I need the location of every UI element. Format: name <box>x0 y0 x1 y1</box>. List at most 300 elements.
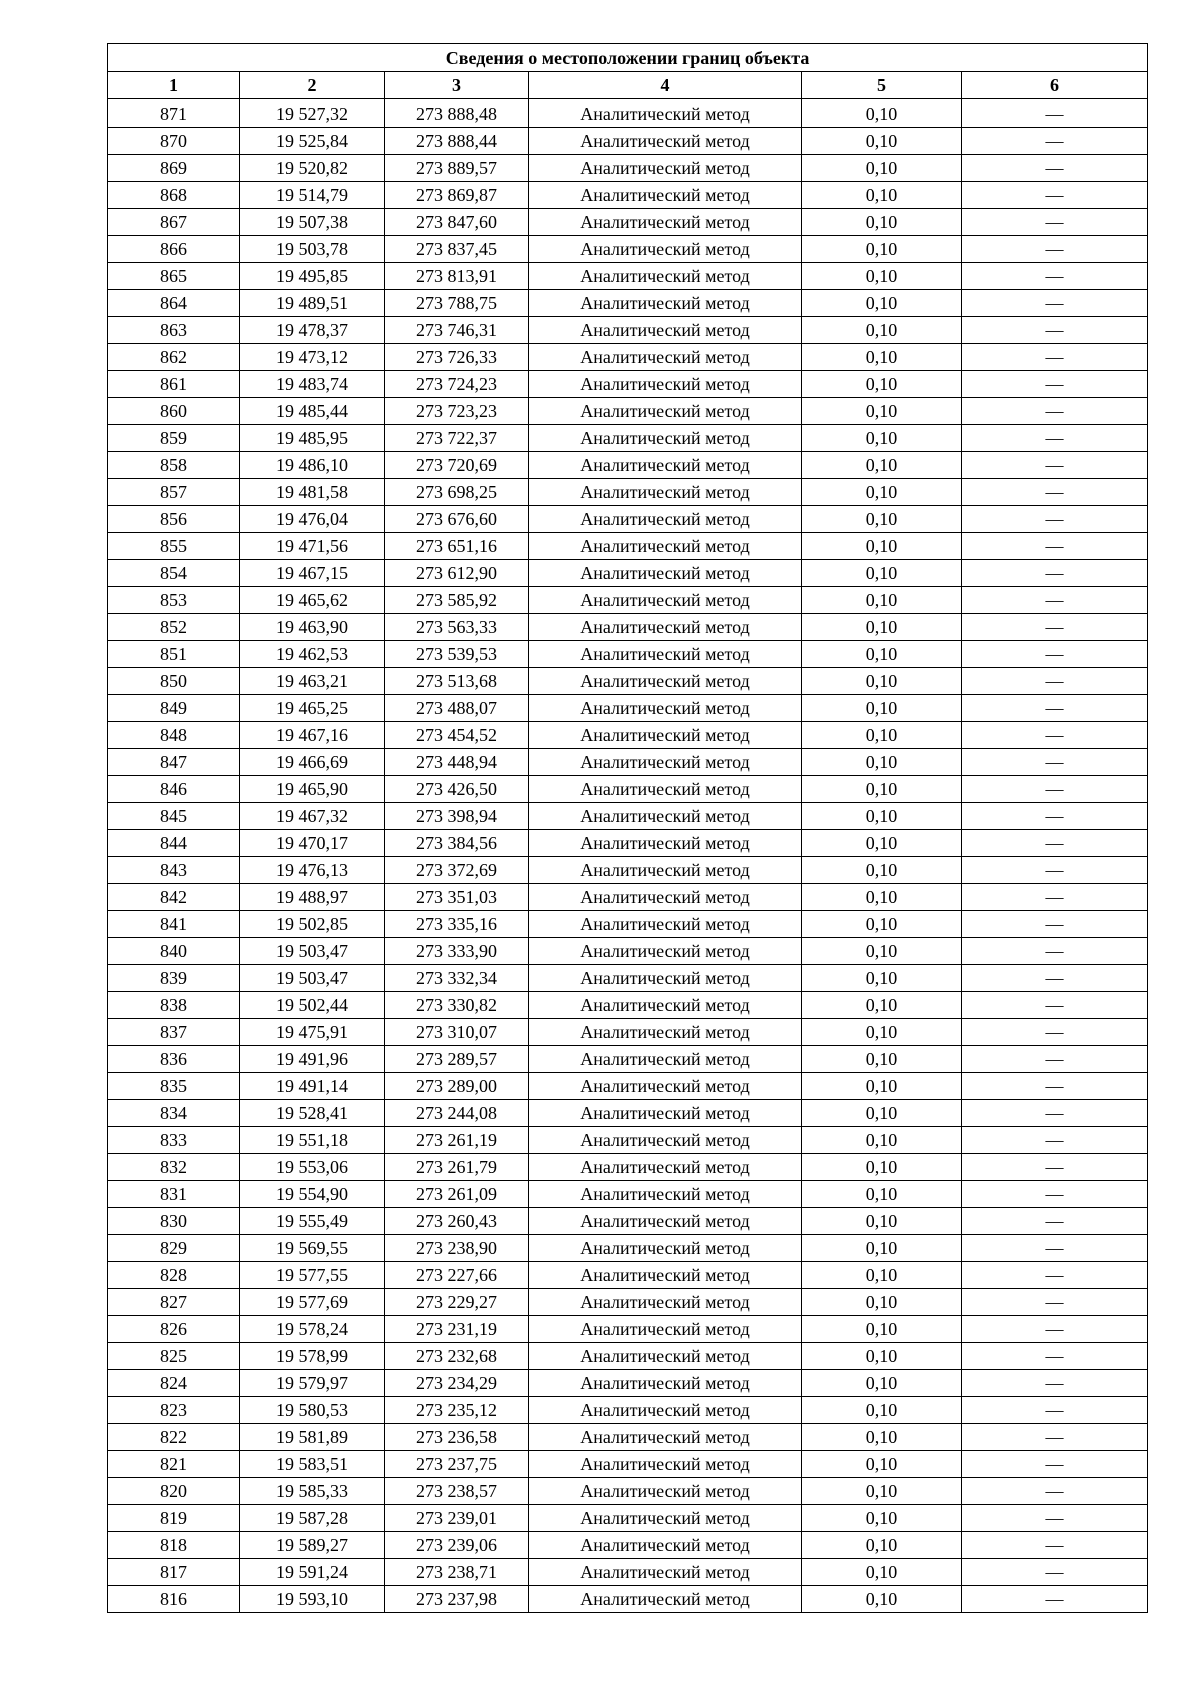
x-coordinate-cell: 19 577,55 <box>240 1261 385 1288</box>
x-coordinate-cell: 19 476,13 <box>240 856 385 883</box>
y-coordinate-cell: 273 238,57 <box>385 1477 529 1504</box>
description-cell: — <box>962 1153 1148 1180</box>
description-cell: — <box>962 370 1148 397</box>
y-coordinate-cell: 273 837,45 <box>385 235 529 262</box>
accuracy-cell: 0,10 <box>802 235 962 262</box>
point-number-cell: 831 <box>108 1180 240 1207</box>
table-row <box>108 721 1148 748</box>
accuracy-cell: 0,10 <box>802 1477 962 1504</box>
y-coordinate-cell: 273 746,31 <box>385 316 529 343</box>
point-number-cell: 838 <box>108 991 240 1018</box>
x-coordinate-cell: 19 593,10 <box>240 1585 385 1612</box>
x-coordinate-cell: 19 465,62 <box>240 586 385 613</box>
y-coordinate-cell: 273 227,66 <box>385 1261 529 1288</box>
y-coordinate-cell: 273 513,68 <box>385 667 529 694</box>
point-number-cell: 837 <box>108 1018 240 1045</box>
x-coordinate-cell: 19 495,85 <box>240 262 385 289</box>
description-cell: — <box>962 316 1148 343</box>
point-number-cell: 820 <box>108 1477 240 1504</box>
y-coordinate-cell: 273 888,44 <box>385 127 529 154</box>
method-cell: Аналитический метод <box>529 667 802 694</box>
method-cell: Аналитический метод <box>529 1018 802 1045</box>
accuracy-cell: 0,10 <box>802 370 962 397</box>
accuracy-cell: 0,10 <box>802 154 962 181</box>
x-coordinate-cell: 19 491,14 <box>240 1072 385 1099</box>
point-number-cell: 856 <box>108 505 240 532</box>
table-row <box>108 154 1148 181</box>
point-number-cell: 819 <box>108 1504 240 1531</box>
point-number-cell: 865 <box>108 262 240 289</box>
method-cell: Аналитический метод <box>529 1045 802 1072</box>
description-cell: — <box>962 1450 1148 1477</box>
x-coordinate-cell: 19 578,24 <box>240 1315 385 1342</box>
description-cell: — <box>962 856 1148 883</box>
accuracy-cell: 0,10 <box>802 262 962 289</box>
description-cell: — <box>962 1585 1148 1612</box>
table-row <box>108 613 1148 640</box>
description-cell: — <box>962 262 1148 289</box>
table-row <box>108 1153 1148 1180</box>
accuracy-cell: 0,10 <box>802 181 962 208</box>
y-coordinate-cell: 273 330,82 <box>385 991 529 1018</box>
table-row <box>108 1261 1148 1288</box>
table-row <box>108 478 1148 505</box>
point-number-cell: 827 <box>108 1288 240 1315</box>
method-cell: Аналитический метод <box>529 1099 802 1126</box>
description-cell: — <box>962 1261 1148 1288</box>
method-cell: Аналитический метод <box>529 721 802 748</box>
x-coordinate-cell: 19 589,27 <box>240 1531 385 1558</box>
table-row <box>108 1018 1148 1045</box>
accuracy-cell: 0,10 <box>802 1396 962 1423</box>
method-cell: Аналитический метод <box>529 1531 802 1558</box>
method-cell: Аналитический метод <box>529 829 802 856</box>
description-cell: — <box>962 1504 1148 1531</box>
method-cell: Аналитический метод <box>529 127 802 154</box>
y-coordinate-cell: 273 310,07 <box>385 1018 529 1045</box>
description-cell: — <box>962 667 1148 694</box>
table-row <box>108 559 1148 586</box>
accuracy-cell: 0,10 <box>802 1180 962 1207</box>
point-number-cell: 857 <box>108 478 240 505</box>
y-coordinate-cell: 273 235,12 <box>385 1396 529 1423</box>
accuracy-cell: 0,10 <box>802 1504 962 1531</box>
x-coordinate-cell: 19 503,47 <box>240 937 385 964</box>
method-cell: Аналитический метод <box>529 1369 802 1396</box>
method-cell: Аналитический метод <box>529 1288 802 1315</box>
method-cell: Аналитический метод <box>529 289 802 316</box>
method-cell: Аналитический метод <box>529 748 802 775</box>
method-cell: Аналитический метод <box>529 559 802 586</box>
description-cell: — <box>962 397 1148 424</box>
table-row <box>108 98 1148 127</box>
table-row <box>108 1234 1148 1261</box>
point-number-cell: 836 <box>108 1045 240 1072</box>
accuracy-cell: 0,10 <box>802 343 962 370</box>
description-cell: — <box>962 748 1148 775</box>
table-row <box>108 856 1148 883</box>
x-coordinate-cell: 19 527,32 <box>240 98 385 127</box>
y-coordinate-cell: 273 847,60 <box>385 208 529 235</box>
table-row <box>108 883 1148 910</box>
description-cell: — <box>962 1018 1148 1045</box>
x-coordinate-cell: 19 465,25 <box>240 694 385 721</box>
point-number-cell: 869 <box>108 154 240 181</box>
description-cell: — <box>962 235 1148 262</box>
table-row <box>108 343 1148 370</box>
accuracy-cell: 0,10 <box>802 802 962 829</box>
point-number-cell: 816 <box>108 1585 240 1612</box>
accuracy-cell: 0,10 <box>802 127 962 154</box>
method-cell: Аналитический метод <box>529 856 802 883</box>
x-coordinate-cell: 19 555,49 <box>240 1207 385 1234</box>
table-row <box>108 181 1148 208</box>
boundary-table <box>107 43 1148 1613</box>
x-coordinate-cell: 19 473,12 <box>240 343 385 370</box>
point-number-cell: 821 <box>108 1450 240 1477</box>
method-cell: Аналитический метод <box>529 370 802 397</box>
method-cell: Аналитический метод <box>529 424 802 451</box>
point-number-cell: 845 <box>108 802 240 829</box>
description-cell: — <box>962 991 1148 1018</box>
table-row <box>108 208 1148 235</box>
description-cell: — <box>962 1477 1148 1504</box>
point-number-cell: 858 <box>108 451 240 478</box>
accuracy-cell: 0,10 <box>802 1261 962 1288</box>
x-coordinate-cell: 19 503,47 <box>240 964 385 991</box>
x-coordinate-cell: 19 462,53 <box>240 640 385 667</box>
accuracy-cell: 0,10 <box>802 397 962 424</box>
y-coordinate-cell: 273 261,79 <box>385 1153 529 1180</box>
method-cell: Аналитический метод <box>529 775 802 802</box>
accuracy-cell: 0,10 <box>802 964 962 991</box>
description-cell: — <box>962 1072 1148 1099</box>
description-cell: — <box>962 802 1148 829</box>
x-coordinate-cell: 19 488,97 <box>240 883 385 910</box>
table-row <box>108 424 1148 451</box>
x-coordinate-cell: 19 481,58 <box>240 478 385 505</box>
x-coordinate-cell: 19 467,15 <box>240 559 385 586</box>
x-coordinate-cell: 19 581,89 <box>240 1423 385 1450</box>
accuracy-cell: 0,10 <box>802 1342 962 1369</box>
method-cell: Аналитический метод <box>529 181 802 208</box>
x-coordinate-cell: 19 485,95 <box>240 424 385 451</box>
accuracy-cell: 0,10 <box>802 1045 962 1072</box>
x-coordinate-cell: 19 520,82 <box>240 154 385 181</box>
accuracy-cell: 0,10 <box>802 316 962 343</box>
x-coordinate-cell: 19 578,99 <box>240 1342 385 1369</box>
accuracy-cell: 0,10 <box>802 1126 962 1153</box>
accuracy-cell: 0,10 <box>802 1207 962 1234</box>
method-cell: Аналитический метод <box>529 1477 802 1504</box>
x-coordinate-cell: 19 463,21 <box>240 667 385 694</box>
point-number-cell: 834 <box>108 1099 240 1126</box>
point-number-cell: 860 <box>108 397 240 424</box>
table-row <box>108 910 1148 937</box>
y-coordinate-cell: 273 231,19 <box>385 1315 529 1342</box>
table-row <box>108 1450 1148 1477</box>
table-row <box>108 1072 1148 1099</box>
table-row <box>108 316 1148 343</box>
description-cell: — <box>962 964 1148 991</box>
method-cell: Аналитический метод <box>529 613 802 640</box>
table-row <box>108 235 1148 262</box>
y-coordinate-cell: 273 232,68 <box>385 1342 529 1369</box>
point-number-cell: 870 <box>108 127 240 154</box>
method-cell: Аналитический метод <box>529 262 802 289</box>
table-row <box>108 829 1148 856</box>
point-number-cell: 823 <box>108 1396 240 1423</box>
table-row <box>108 1288 1148 1315</box>
accuracy-cell: 0,10 <box>802 613 962 640</box>
point-number-cell: 866 <box>108 235 240 262</box>
y-coordinate-cell: 273 539,53 <box>385 640 529 667</box>
description-cell: — <box>962 343 1148 370</box>
x-coordinate-cell: 19 585,33 <box>240 1477 385 1504</box>
y-coordinate-cell: 273 261,09 <box>385 1180 529 1207</box>
table-row <box>108 748 1148 775</box>
description-cell: — <box>962 1315 1148 1342</box>
method-cell: Аналитический метод <box>529 802 802 829</box>
method-cell: Аналитический метод <box>529 1504 802 1531</box>
accuracy-cell: 0,10 <box>802 1369 962 1396</box>
y-coordinate-cell: 273 237,98 <box>385 1585 529 1612</box>
point-number-cell: 840 <box>108 937 240 964</box>
y-coordinate-cell: 273 239,01 <box>385 1504 529 1531</box>
description-cell: — <box>962 1180 1148 1207</box>
accuracy-cell: 0,10 <box>802 1531 962 1558</box>
table-row <box>108 1207 1148 1234</box>
point-number-cell: 846 <box>108 775 240 802</box>
y-coordinate-cell: 273 238,90 <box>385 1234 529 1261</box>
x-coordinate-cell: 19 528,41 <box>240 1099 385 1126</box>
x-coordinate-cell: 19 553,06 <box>240 1153 385 1180</box>
point-number-cell: 864 <box>108 289 240 316</box>
y-coordinate-cell: 273 563,33 <box>385 613 529 640</box>
y-coordinate-cell: 273 244,08 <box>385 1099 529 1126</box>
description-cell: — <box>962 883 1148 910</box>
point-number-cell: 833 <box>108 1126 240 1153</box>
description-cell: — <box>962 1396 1148 1423</box>
x-coordinate-cell: 19 502,85 <box>240 910 385 937</box>
y-coordinate-cell: 273 426,50 <box>385 775 529 802</box>
y-coordinate-cell: 273 351,03 <box>385 883 529 910</box>
accuracy-cell: 0,10 <box>802 829 962 856</box>
point-number-cell: 849 <box>108 694 240 721</box>
point-number-cell: 825 <box>108 1342 240 1369</box>
accuracy-cell: 0,10 <box>802 856 962 883</box>
y-coordinate-cell: 273 698,25 <box>385 478 529 505</box>
accuracy-cell: 0,10 <box>802 532 962 559</box>
table-row <box>108 370 1148 397</box>
description-cell: — <box>962 1045 1148 1072</box>
x-coordinate-cell: 19 471,56 <box>240 532 385 559</box>
description-cell: — <box>962 1234 1148 1261</box>
table-row <box>108 289 1148 316</box>
y-coordinate-cell: 273 788,75 <box>385 289 529 316</box>
y-coordinate-cell: 273 372,69 <box>385 856 529 883</box>
y-coordinate-cell: 273 612,90 <box>385 559 529 586</box>
method-cell: Аналитический метод <box>529 1126 802 1153</box>
point-number-cell: 867 <box>108 208 240 235</box>
point-number-cell: 854 <box>108 559 240 586</box>
method-cell: Аналитический метод <box>529 1207 802 1234</box>
method-cell: Аналитический метод <box>529 883 802 910</box>
y-coordinate-cell: 273 234,29 <box>385 1369 529 1396</box>
x-coordinate-cell: 19 569,55 <box>240 1234 385 1261</box>
table-row <box>108 1315 1148 1342</box>
method-cell: Аналитический метод <box>529 1261 802 1288</box>
table-row <box>108 640 1148 667</box>
accuracy-cell: 0,10 <box>802 1423 962 1450</box>
column-header: 3 <box>385 72 529 99</box>
description-cell: — <box>962 451 1148 478</box>
table-row <box>108 127 1148 154</box>
y-coordinate-cell: 273 332,34 <box>385 964 529 991</box>
table-row <box>108 1504 1148 1531</box>
point-number-cell: 852 <box>108 613 240 640</box>
accuracy-cell: 0,10 <box>802 98 962 127</box>
method-cell: Аналитический метод <box>529 1558 802 1585</box>
description-cell: — <box>962 1423 1148 1450</box>
accuracy-cell: 0,10 <box>802 883 962 910</box>
description-cell: — <box>962 775 1148 802</box>
accuracy-cell: 0,10 <box>802 505 962 532</box>
point-number-cell: 844 <box>108 829 240 856</box>
method-cell: Аналитический метод <box>529 694 802 721</box>
accuracy-cell: 0,10 <box>802 1585 962 1612</box>
description-cell: — <box>962 559 1148 586</box>
accuracy-cell: 0,10 <box>802 1018 962 1045</box>
point-number-cell: 835 <box>108 1072 240 1099</box>
accuracy-cell: 0,10 <box>802 1315 962 1342</box>
table-row <box>108 937 1148 964</box>
point-number-cell: 817 <box>108 1558 240 1585</box>
accuracy-cell: 0,10 <box>802 991 962 1018</box>
accuracy-cell: 0,10 <box>802 559 962 586</box>
point-number-cell: 822 <box>108 1423 240 1450</box>
x-coordinate-cell: 19 470,17 <box>240 829 385 856</box>
description-cell: — <box>962 532 1148 559</box>
x-coordinate-cell: 19 463,90 <box>240 613 385 640</box>
method-cell: Аналитический метод <box>529 235 802 262</box>
y-coordinate-cell: 273 723,23 <box>385 397 529 424</box>
y-coordinate-cell: 273 888,48 <box>385 98 529 127</box>
description-cell: — <box>962 1369 1148 1396</box>
method-cell: Аналитический метод <box>529 1180 802 1207</box>
x-coordinate-cell: 19 514,79 <box>240 181 385 208</box>
x-coordinate-cell: 19 465,90 <box>240 775 385 802</box>
method-cell: Аналитический метод <box>529 505 802 532</box>
description-cell: — <box>962 910 1148 937</box>
table-row <box>108 775 1148 802</box>
accuracy-cell: 0,10 <box>802 1234 962 1261</box>
table-row <box>108 1099 1148 1126</box>
accuracy-cell: 0,10 <box>802 1099 962 1126</box>
description-cell: — <box>962 208 1148 235</box>
x-coordinate-cell: 19 502,44 <box>240 991 385 1018</box>
accuracy-cell: 0,10 <box>802 748 962 775</box>
table-row <box>108 397 1148 424</box>
description-cell: — <box>962 181 1148 208</box>
description-cell: — <box>962 694 1148 721</box>
accuracy-cell: 0,10 <box>802 640 962 667</box>
method-cell: Аналитический метод <box>529 343 802 370</box>
y-coordinate-cell: 273 724,23 <box>385 370 529 397</box>
column-header: 1 <box>108 72 240 99</box>
accuracy-cell: 0,10 <box>802 667 962 694</box>
description-cell: — <box>962 478 1148 505</box>
accuracy-cell: 0,10 <box>802 1450 962 1477</box>
method-cell: Аналитический метод <box>529 1072 802 1099</box>
accuracy-cell: 0,10 <box>802 775 962 802</box>
method-cell: Аналитический метод <box>529 640 802 667</box>
y-coordinate-cell: 273 236,58 <box>385 1423 529 1450</box>
y-coordinate-cell: 273 720,69 <box>385 451 529 478</box>
method-cell: Аналитический метод <box>529 937 802 964</box>
method-cell: Аналитический метод <box>529 991 802 1018</box>
y-coordinate-cell: 273 448,94 <box>385 748 529 775</box>
point-number-cell: 830 <box>108 1207 240 1234</box>
accuracy-cell: 0,10 <box>802 694 962 721</box>
accuracy-cell: 0,10 <box>802 1288 962 1315</box>
method-cell: Аналитический метод <box>529 910 802 937</box>
description-cell: — <box>962 1558 1148 1585</box>
x-coordinate-cell: 19 467,16 <box>240 721 385 748</box>
table-row <box>108 586 1148 613</box>
accuracy-cell: 0,10 <box>802 289 962 316</box>
method-cell: Аналитический метод <box>529 1153 802 1180</box>
accuracy-cell: 0,10 <box>802 1558 962 1585</box>
method-cell: Аналитический метод <box>529 316 802 343</box>
description-cell: — <box>962 1342 1148 1369</box>
table-row <box>108 1396 1148 1423</box>
point-number-cell: 842 <box>108 883 240 910</box>
description-cell: — <box>962 613 1148 640</box>
accuracy-cell: 0,10 <box>802 721 962 748</box>
y-coordinate-cell: 273 238,71 <box>385 1558 529 1585</box>
description-cell: — <box>962 640 1148 667</box>
x-coordinate-cell: 19 577,69 <box>240 1288 385 1315</box>
description-cell: — <box>962 127 1148 154</box>
description-cell: — <box>962 505 1148 532</box>
table-row <box>108 1126 1148 1153</box>
column-header: 5 <box>802 72 962 99</box>
description-cell: — <box>962 1207 1148 1234</box>
description-cell: — <box>962 586 1148 613</box>
table-row <box>108 451 1148 478</box>
point-number-cell: 859 <box>108 424 240 451</box>
x-coordinate-cell: 19 475,91 <box>240 1018 385 1045</box>
y-coordinate-cell: 273 239,06 <box>385 1531 529 1558</box>
y-coordinate-cell: 273 454,52 <box>385 721 529 748</box>
table-row <box>108 1423 1148 1450</box>
table-row <box>108 1585 1148 1612</box>
y-coordinate-cell: 273 585,92 <box>385 586 529 613</box>
table-row <box>108 1477 1148 1504</box>
method-cell: Аналитический метод <box>529 1234 802 1261</box>
table-title: Сведения о местоположении границ объекта <box>108 44 1148 72</box>
y-coordinate-cell: 273 722,37 <box>385 424 529 451</box>
description-cell: — <box>962 1288 1148 1315</box>
point-number-cell: 828 <box>108 1261 240 1288</box>
method-cell: Аналитический метод <box>529 1396 802 1423</box>
point-number-cell: 818 <box>108 1531 240 1558</box>
accuracy-cell: 0,10 <box>802 1072 962 1099</box>
point-number-cell: 862 <box>108 343 240 370</box>
method-cell: Аналитический метод <box>529 964 802 991</box>
x-coordinate-cell: 19 580,53 <box>240 1396 385 1423</box>
